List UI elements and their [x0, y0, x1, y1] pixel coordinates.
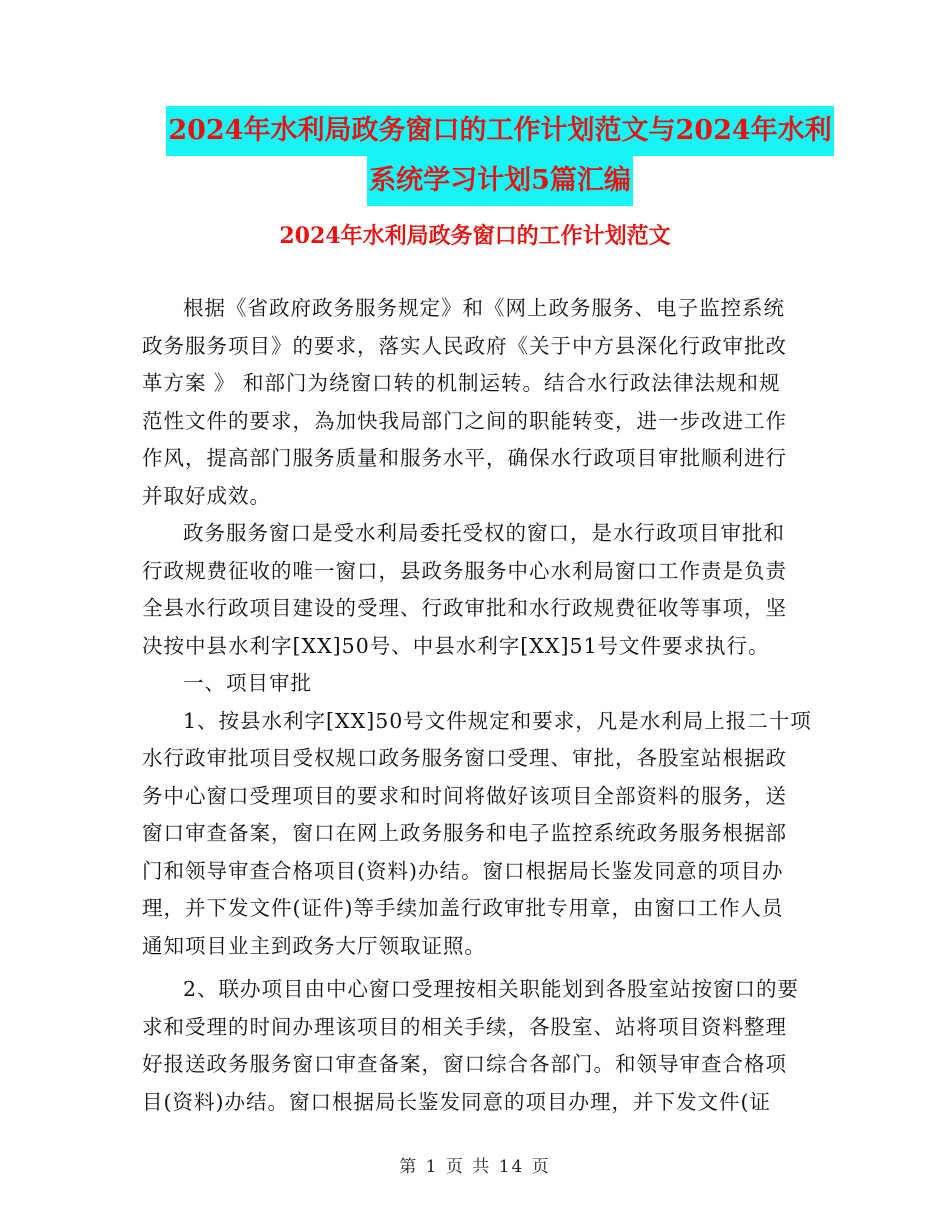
text-line: 理，并下发文件(证件)等手续加盖行政审批专用章，由窗口工作人员 [142, 896, 784, 920]
title-line-1: 2024年水利局政务窗口的工作计划范文与2024年水利 [166, 106, 833, 156]
text-line: 水行政审批项目受权规口政务服务窗口受理、审批，各股室站根据政 [142, 746, 787, 770]
text-line: 革方案 》 和部门为绕窗口转的机制运转。结合水行政法律法规和规 [142, 371, 781, 395]
text-line: 目(资料)办结。窗口根据局长鉴发同意的项目办理，并下发文件(证 [142, 1089, 771, 1114]
text-line: 全县水行政项目建设的受理、行政审批和水行政规费征收等事项，坚 [142, 596, 787, 620]
text-line: 通知项目业主到政务大厅领取证照。 [142, 933, 486, 958]
section-label: 一、项目审批 [183, 671, 312, 695]
text-line: 2、联办项目由中心窗口受理按相关职能划到各股室站按窗口的要 [183, 977, 800, 1001]
text-line: 范性文件的要求，為加快我局部门之间的职能转变，进一步改进工作 [142, 408, 787, 433]
text-line: 行政规费征收的唯一窗口，县政务服务中心水利局窗口工作责是负责 [142, 558, 787, 583]
text-line: 1、按县水利字[XX]50号文件规定和要求，凡是水利局上报二十项 [183, 708, 812, 733]
page-number-footer: 第 1 页 共 14 页 [399, 1157, 551, 1177]
text-line: 门和领导审查合格项目(资料)办结。窗口根据局长鉴发同意的项目办 [142, 858, 784, 883]
text-line: 政务服务项目》的要求，落实人民政府《关于中方县深化行政审批改 [142, 333, 787, 358]
text-line: 务中心窗口受理项目的要求和时间将做好该项目全部资料的服务，送 [142, 783, 787, 808]
section-heading: 2024年水利局政务窗口的工作计划范文 [279, 223, 671, 249]
title-line-2: 系统学习计划5篇汇编 [367, 156, 633, 206]
text-line: 政务服务窗口是受水利局委托受权的窗口，是水行政项目审批和 [183, 521, 785, 545]
document-title [140, 106, 860, 206]
text-line: 并取好成效。 [142, 483, 271, 508]
text-line: 求和受理的时间办理该项目的相关手续，各股室、站将项目资料整理 [142, 1014, 787, 1039]
document-body [142, 290, 812, 1121]
text-line: 好报送政务服务窗口审查备案，窗口综合各部门。和领导审查合格项 [142, 1052, 787, 1076]
text-line: 作风，提高部门服务质量和服务水平，确保水行政项目审批顺利进行 [142, 446, 787, 470]
text-line: 根据《省政府政务服务规定》和《网上政务服务、电子监控系统 [183, 296, 785, 320]
text-line: 窗口审查备案，窗口在网上政务服务和电子监控系统政务服务根据部 [142, 821, 787, 845]
text-line: 决按中县水利字[XX]50号、中县水利字[XX]51号文件要求执行。 [142, 633, 770, 658]
